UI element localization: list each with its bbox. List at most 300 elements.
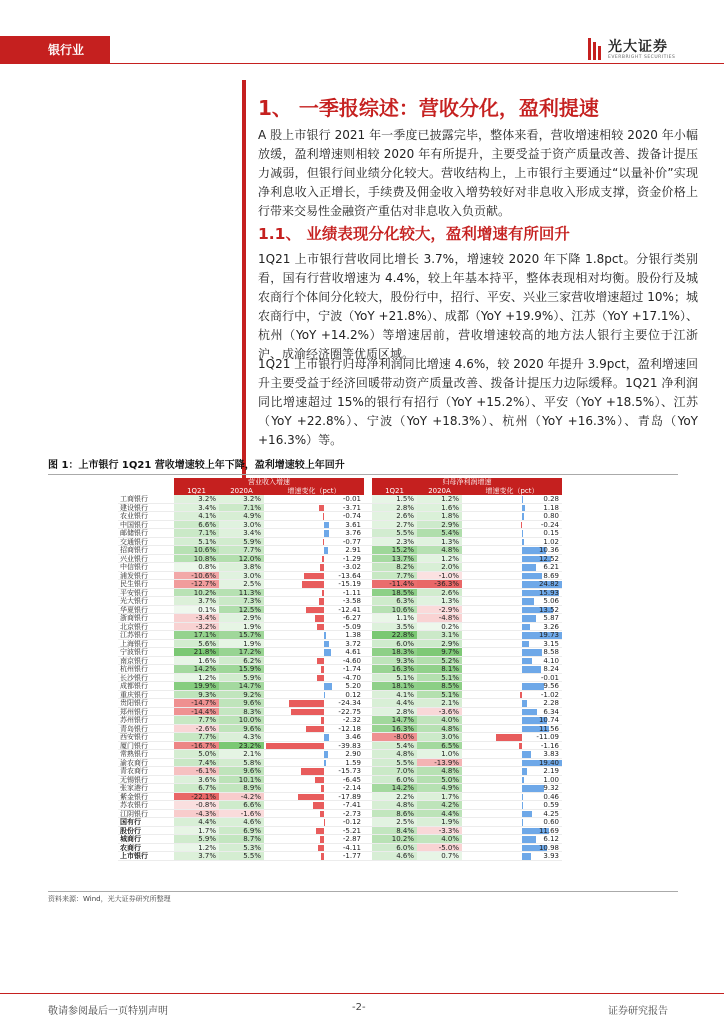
revenue-1q21: 1.2% xyxy=(174,844,219,853)
revenue-2020a: 5.5% xyxy=(219,852,264,861)
bank-name: 招商银行 xyxy=(118,546,174,555)
change-value: -0.01 xyxy=(540,673,559,682)
revenue-2020a: 7.3% xyxy=(219,597,264,606)
revenue-change xyxy=(264,699,364,708)
table-row xyxy=(118,606,562,615)
bank-name: 中国银行 xyxy=(118,521,174,530)
revenue-1q21: 3.6% xyxy=(174,776,219,785)
revenue-change xyxy=(264,563,364,572)
table-row xyxy=(118,776,562,785)
profit-change xyxy=(462,631,562,640)
profit-2020a: 2.0% xyxy=(417,563,462,572)
col-header: 增速变化（pct） xyxy=(462,487,562,496)
logo-subtitle: EVERBRIGHT SECURITIES xyxy=(608,55,676,60)
bank-name: 重庆银行 xyxy=(118,691,174,700)
table-row xyxy=(118,555,562,564)
profit-change xyxy=(462,793,562,802)
profit-1q21: 18.5% xyxy=(372,589,417,598)
revenue-1q21: 6.6% xyxy=(174,521,219,530)
table-row xyxy=(118,750,562,759)
change-value: 6.12 xyxy=(543,835,559,843)
revenue-change xyxy=(264,810,364,819)
change-value: 10.36 xyxy=(538,546,559,554)
revenue-2020a: 6.2% xyxy=(219,657,264,666)
profit-change xyxy=(462,784,562,793)
revenue-2020a: 10.1% xyxy=(219,776,264,785)
revenue-change xyxy=(264,708,364,717)
table-row xyxy=(118,810,562,819)
profit-2020a: 9.7% xyxy=(417,648,462,657)
profit-2020a: -13.9% xyxy=(417,759,462,768)
profit-2020a: 4.8% xyxy=(417,767,462,776)
change-value: -0.24 xyxy=(540,520,559,529)
bank-name: 农业银行 xyxy=(118,512,174,521)
col-header: 1Q21 xyxy=(174,487,219,496)
revenue-change xyxy=(264,793,364,802)
profit-2020a: 0.7% xyxy=(417,852,462,861)
bank-name: 中信银行 xyxy=(118,563,174,572)
change-value: -0.01 xyxy=(342,495,361,503)
profit-2020a: 4.4% xyxy=(417,810,462,819)
change-value: -3.02 xyxy=(342,563,361,571)
change-value: -1.16 xyxy=(540,741,559,750)
profit-change xyxy=(462,674,562,683)
profit-1q21: 4.4% xyxy=(372,699,417,708)
change-value: 0.15 xyxy=(543,529,559,537)
change-value: -4.60 xyxy=(342,656,361,665)
profit-change xyxy=(462,835,562,844)
profit-2020a: 3.0% xyxy=(417,733,462,742)
profit-1q21: 6.0% xyxy=(372,640,417,649)
revenue-1q21: 4.1% xyxy=(174,512,219,521)
profit-1q21: 16.3% xyxy=(372,665,417,674)
change-value: 2.90 xyxy=(345,750,361,758)
profit-1q21: 3.5% xyxy=(372,623,417,632)
change-value: 0.12 xyxy=(345,690,361,699)
change-value: -2.73 xyxy=(342,809,361,818)
change-value: 0.59 xyxy=(543,801,559,809)
change-value: -0.74 xyxy=(342,512,361,520)
revenue-1q21: -16.7% xyxy=(174,742,219,751)
side-accent-bar xyxy=(242,80,246,480)
change-value: -7.41 xyxy=(342,801,361,809)
profit-2020a: 4.0% xyxy=(417,716,462,725)
revenue-2020a: 23.2% xyxy=(219,742,264,751)
table-row xyxy=(118,852,562,861)
table-row xyxy=(118,512,562,521)
profit-change xyxy=(462,555,562,564)
revenue-2020a: 3.0% xyxy=(219,572,264,581)
revenue-change xyxy=(264,852,364,861)
profit-change xyxy=(462,733,562,742)
table-row xyxy=(118,767,562,776)
logo-mark-icon xyxy=(586,36,604,62)
change-value: 4.10 xyxy=(543,656,559,665)
profit-1q21: 16.3% xyxy=(372,725,417,734)
change-value: -2.14 xyxy=(342,784,361,792)
bank-name: 渝农商行 xyxy=(118,759,174,768)
profit-1q21: 10.6% xyxy=(372,606,417,615)
revenue-2020a: 3.8% xyxy=(219,563,264,572)
revenue-1q21: -14.4% xyxy=(174,708,219,717)
change-value: 8.58 xyxy=(543,648,559,656)
revenue-change xyxy=(264,648,364,657)
profit-2020a: 5.2% xyxy=(417,657,462,666)
revenue-2020a: 5.9% xyxy=(219,538,264,547)
profit-change xyxy=(462,801,562,810)
revenue-change xyxy=(264,776,364,785)
change-value: 3.93 xyxy=(543,852,559,860)
profit-2020a: 4.0% xyxy=(417,835,462,844)
revenue-2020a: 15.7% xyxy=(219,631,264,640)
change-value: 10.98 xyxy=(538,843,559,852)
bank-name: 华夏银行 xyxy=(118,606,174,615)
revenue-change xyxy=(264,835,364,844)
profit-1q21: 8.4% xyxy=(372,827,417,836)
revenue-1q21: 7.4% xyxy=(174,759,219,768)
profit-2020a: -1.0% xyxy=(417,572,462,581)
revenue-1q21: 6.7% xyxy=(174,784,219,793)
profit-2020a: 5.1% xyxy=(417,674,462,683)
change-value: 9.56 xyxy=(543,682,559,690)
profit-1q21: 18.1% xyxy=(372,682,417,691)
profit-change xyxy=(462,699,562,708)
figure-title: 图 1：上市银行 1Q21 营收增速较上年下降，盈利增速较上年回升 xyxy=(48,456,678,475)
table-row xyxy=(118,716,562,725)
revenue-2020a: 7.1% xyxy=(219,504,264,513)
revenue-2020a: 5.9% xyxy=(219,674,264,683)
profit-1q21: 2.7% xyxy=(372,521,417,530)
revenue-2020a: 1.9% xyxy=(219,640,264,649)
revenue-2020a: 14.7% xyxy=(219,682,264,691)
profit-1q21: 8.2% xyxy=(372,563,417,572)
revenue-change xyxy=(264,818,364,827)
revenue-1q21: 0.1% xyxy=(174,606,219,615)
revenue-change xyxy=(264,665,364,674)
bank-name: 股份行 xyxy=(118,827,174,836)
profit-1q21: 5.5% xyxy=(372,529,417,538)
table-row xyxy=(118,759,562,768)
table-row xyxy=(118,614,562,623)
table-row xyxy=(118,597,562,606)
bank-name: 邮储银行 xyxy=(118,529,174,538)
revenue-1q21: 9.3% xyxy=(174,691,219,700)
bank-name: 郑州银行 xyxy=(118,708,174,717)
bank-name: 南京银行 xyxy=(118,657,174,666)
revenue-change xyxy=(264,606,364,615)
bank-name: 青农商行 xyxy=(118,767,174,776)
profit-change xyxy=(462,563,562,572)
revenue-1q21: 10.8% xyxy=(174,555,219,564)
change-value: -5.21 xyxy=(342,826,361,835)
profit-change xyxy=(462,640,562,649)
table-row xyxy=(118,657,562,666)
change-value: -3.71 xyxy=(342,503,361,512)
revenue-1q21: 3.2% xyxy=(174,495,219,504)
revenue-2020a: 9.6% xyxy=(219,699,264,708)
profit-2020a: 1.3% xyxy=(417,597,462,606)
profit-change xyxy=(462,776,562,785)
profit-2020a: 4.8% xyxy=(417,725,462,734)
revenue-change xyxy=(264,640,364,649)
revenue-change xyxy=(264,844,364,853)
profit-2020a: 1.0% xyxy=(417,750,462,759)
profit-1q21: -8.0% xyxy=(372,733,417,742)
revenue-change xyxy=(264,555,364,564)
table-row xyxy=(118,589,562,598)
revenue-change xyxy=(264,538,364,547)
profit-change xyxy=(462,572,562,581)
bank-name: 上海银行 xyxy=(118,640,174,649)
revenue-1q21: 7.7% xyxy=(174,733,219,742)
bank-name: 紫金银行 xyxy=(118,793,174,802)
profit-change xyxy=(462,538,562,547)
change-value: -17.89 xyxy=(338,792,361,801)
profit-2020a: 1.9% xyxy=(417,818,462,827)
revenue-1q21: -10.6% xyxy=(174,572,219,581)
profit-change xyxy=(462,691,562,700)
revenue-2020a: 2.5% xyxy=(219,580,264,589)
table-row xyxy=(118,529,562,538)
change-value: -15.19 xyxy=(338,580,361,588)
revenue-change xyxy=(264,682,364,691)
table-row xyxy=(118,844,562,853)
profit-2020a: 4.8% xyxy=(417,546,462,555)
bank-name: 青岛银行 xyxy=(118,725,174,734)
revenue-change xyxy=(264,614,364,623)
source-note: 资料来源：Wind，光大证券研究所整理 xyxy=(48,895,171,903)
revenue-change xyxy=(264,572,364,581)
change-value: -6.45 xyxy=(342,775,361,784)
profit-change xyxy=(462,682,562,691)
revenue-2020a: 8.7% xyxy=(219,835,264,844)
bank-name: 苏农银行 xyxy=(118,801,174,810)
paragraph-revenue: 1Q21 上市银行营收同比增长 3.7%，增速较 2020 年下降 1.8pct。分银行类别看，国有行营收增速为 4.4%，较上年基本持平，整体表现相对均衡。股份行及城农商行个体间分化较大，股份行中，招行、平安、兴业三家营收增速超过 10%；城农商行中，宁波（YoY +21.8%）、成都（YoY +19.9%）、江苏（YoY +17.1%）、杭州（YoY +14.2%）等增速居前，营收增速较高的地方法人银行主要位于江浙沪、成渝经济圈等优质区域。 xyxy=(258,252,698,361)
profit-change xyxy=(462,580,562,589)
subsection-heading: 1.1、 业绩表现分化较大，盈利增速有所回升 xyxy=(258,225,570,243)
profit-change xyxy=(462,495,562,504)
change-value: 2.91 xyxy=(345,546,361,554)
change-value: 4.25 xyxy=(543,809,559,818)
change-value: -1.77 xyxy=(342,852,361,860)
profit-2020a: -2.9% xyxy=(417,606,462,615)
profit-change xyxy=(462,716,562,725)
revenue-2020a: 9.2% xyxy=(219,691,264,700)
change-value: -5.09 xyxy=(342,622,361,631)
revenue-2020a: 7.7% xyxy=(219,546,264,555)
change-value: -4.11 xyxy=(342,843,361,852)
table-row xyxy=(118,801,562,810)
profit-2020a: 2.9% xyxy=(417,521,462,530)
bank-name: 上市银行 xyxy=(118,852,174,861)
change-value: 19.73 xyxy=(538,631,559,639)
profit-2020a: 3.1% xyxy=(417,631,462,640)
profit-change xyxy=(462,623,562,632)
profit-change xyxy=(462,521,562,530)
bank-name: 贵阳银行 xyxy=(118,699,174,708)
table-row xyxy=(118,495,562,504)
table-row xyxy=(118,521,562,530)
revenue-2020a: 17.2% xyxy=(219,648,264,657)
table-row xyxy=(118,674,562,683)
bank-name: 农商行 xyxy=(118,844,174,853)
change-value: -0.77 xyxy=(342,537,361,546)
profit-change xyxy=(462,725,562,734)
revenue-1q21: -3.2% xyxy=(174,623,219,632)
table-row xyxy=(118,733,562,742)
revenue-change xyxy=(264,716,364,725)
revenue-change xyxy=(264,580,364,589)
revenue-1q21: 3.7% xyxy=(174,852,219,861)
table-row xyxy=(118,546,562,555)
profit-2020a: -3.6% xyxy=(417,708,462,717)
change-value: 3.72 xyxy=(345,639,361,648)
profit-1q21: 6.0% xyxy=(372,844,417,853)
change-value: -24.34 xyxy=(338,699,361,707)
footer-rule xyxy=(0,993,724,994)
col-header: 2020A xyxy=(417,487,462,496)
table-row xyxy=(118,572,562,581)
profit-2020a: 4.9% xyxy=(417,784,462,793)
table-row xyxy=(118,580,562,589)
col-header: 2020A xyxy=(219,487,264,496)
revenue-1q21: -0.8% xyxy=(174,801,219,810)
profit-1q21: -11.4% xyxy=(372,580,417,589)
revenue-1q21: 3.7% xyxy=(174,597,219,606)
change-value: 2.19 xyxy=(543,767,559,775)
profit-change xyxy=(462,827,562,836)
change-value: 11.69 xyxy=(538,826,559,835)
logo xyxy=(586,36,706,64)
table-column-header xyxy=(118,487,562,496)
footer-report-type: 证券研究报告 xyxy=(608,1006,668,1017)
revenue-change xyxy=(264,631,364,640)
change-value: 5.87 xyxy=(543,614,559,622)
profit-change xyxy=(462,614,562,623)
change-value: 24.82 xyxy=(538,580,559,588)
revenue-1q21: 17.1% xyxy=(174,631,219,640)
profit-change xyxy=(462,767,562,776)
profit-1q21: 14.7% xyxy=(372,716,417,725)
profit-1q21: 5.5% xyxy=(372,759,417,768)
profit-1q21: 1.5% xyxy=(372,495,417,504)
change-value: 0.80 xyxy=(543,512,559,520)
revenue-1q21: 21.8% xyxy=(174,648,219,657)
group-header-revenue: 营业收入增速 xyxy=(174,478,364,487)
profit-2020a: 1.6% xyxy=(417,504,462,513)
profit-2020a: 5.0% xyxy=(417,776,462,785)
profit-1q21: 2.8% xyxy=(372,708,417,717)
revenue-2020a: 4.9% xyxy=(219,512,264,521)
profit-1q21: 22.8% xyxy=(372,631,417,640)
revenue-change xyxy=(264,657,364,666)
revenue-1q21: -2.6% xyxy=(174,725,219,734)
change-value: -11.09 xyxy=(536,733,559,741)
bank-name: 长沙银行 xyxy=(118,674,174,683)
change-value: -22.75 xyxy=(338,707,361,716)
profit-change xyxy=(462,504,562,513)
profit-change xyxy=(462,657,562,666)
revenue-2020a: 1.9% xyxy=(219,623,264,632)
revenue-1q21: -4.3% xyxy=(174,810,219,819)
change-value: 3.15 xyxy=(543,639,559,648)
bank-name: 浦发银行 xyxy=(118,572,174,581)
revenue-1q21: 10.6% xyxy=(174,546,219,555)
revenue-2020a: -1.6% xyxy=(219,810,264,819)
change-value: -15.73 xyxy=(338,767,361,775)
revenue-2020a: 9.6% xyxy=(219,725,264,734)
revenue-1q21: 19.9% xyxy=(174,682,219,691)
revenue-2020a: 10.0% xyxy=(219,716,264,725)
bank-name: 西安银行 xyxy=(118,733,174,742)
profit-1q21: 2.3% xyxy=(372,538,417,547)
bank-name: 无锡银行 xyxy=(118,776,174,785)
section-tag: 银行业 xyxy=(0,36,110,64)
revenue-change xyxy=(264,733,364,742)
table-row xyxy=(118,708,562,717)
change-value: -12.41 xyxy=(338,605,361,614)
profit-2020a: 8.1% xyxy=(417,665,462,674)
revenue-change xyxy=(264,512,364,521)
revenue-change xyxy=(264,495,364,504)
bank-name: 苏州银行 xyxy=(118,716,174,725)
profit-2020a: -5.0% xyxy=(417,844,462,853)
table-row xyxy=(118,623,562,632)
profit-1q21: 13.7% xyxy=(372,555,417,564)
bank-name: 工商银行 xyxy=(118,495,174,504)
profit-2020a: -36.3% xyxy=(417,580,462,589)
revenue-change xyxy=(264,742,364,751)
profit-2020a: 1.2% xyxy=(417,495,462,504)
profit-change xyxy=(462,606,562,615)
change-value: 3.26 xyxy=(543,622,559,631)
change-value: 4.61 xyxy=(345,648,361,656)
table-row xyxy=(118,538,562,547)
change-value: 10.74 xyxy=(538,716,559,724)
revenue-change xyxy=(264,767,364,776)
revenue-1q21: 4.4% xyxy=(174,818,219,827)
profit-change xyxy=(462,708,562,717)
profit-change xyxy=(462,597,562,606)
revenue-2020a: 11.3% xyxy=(219,589,264,598)
revenue-change xyxy=(264,546,364,555)
profit-1q21: 10.2% xyxy=(372,835,417,844)
table-row xyxy=(118,563,562,572)
revenue-change xyxy=(264,504,364,513)
bank-name: 厦门银行 xyxy=(118,742,174,751)
profit-1q21: 9.3% xyxy=(372,657,417,666)
change-value: 5.06 xyxy=(543,597,559,605)
logo-name: 光大证券 xyxy=(608,39,668,55)
bank-name: 平安银行 xyxy=(118,589,174,598)
revenue-change xyxy=(264,827,364,836)
change-value: 11.56 xyxy=(538,724,559,733)
change-value: 5.20 xyxy=(345,682,361,690)
change-value: 2.28 xyxy=(543,699,559,707)
table-body xyxy=(118,495,562,861)
revenue-2020a: 3.0% xyxy=(219,521,264,530)
revenue-1q21: 7.7% xyxy=(174,716,219,725)
revenue-change xyxy=(264,529,364,538)
change-value: 19.40 xyxy=(538,758,559,767)
bank-name: 北京银行 xyxy=(118,623,174,632)
revenue-1q21: -22.1% xyxy=(174,793,219,802)
table-row xyxy=(118,648,562,657)
revenue-change xyxy=(264,674,364,683)
profit-2020a: 8.5% xyxy=(417,682,462,691)
profit-1q21: 5.4% xyxy=(372,742,417,751)
table-row xyxy=(118,640,562,649)
